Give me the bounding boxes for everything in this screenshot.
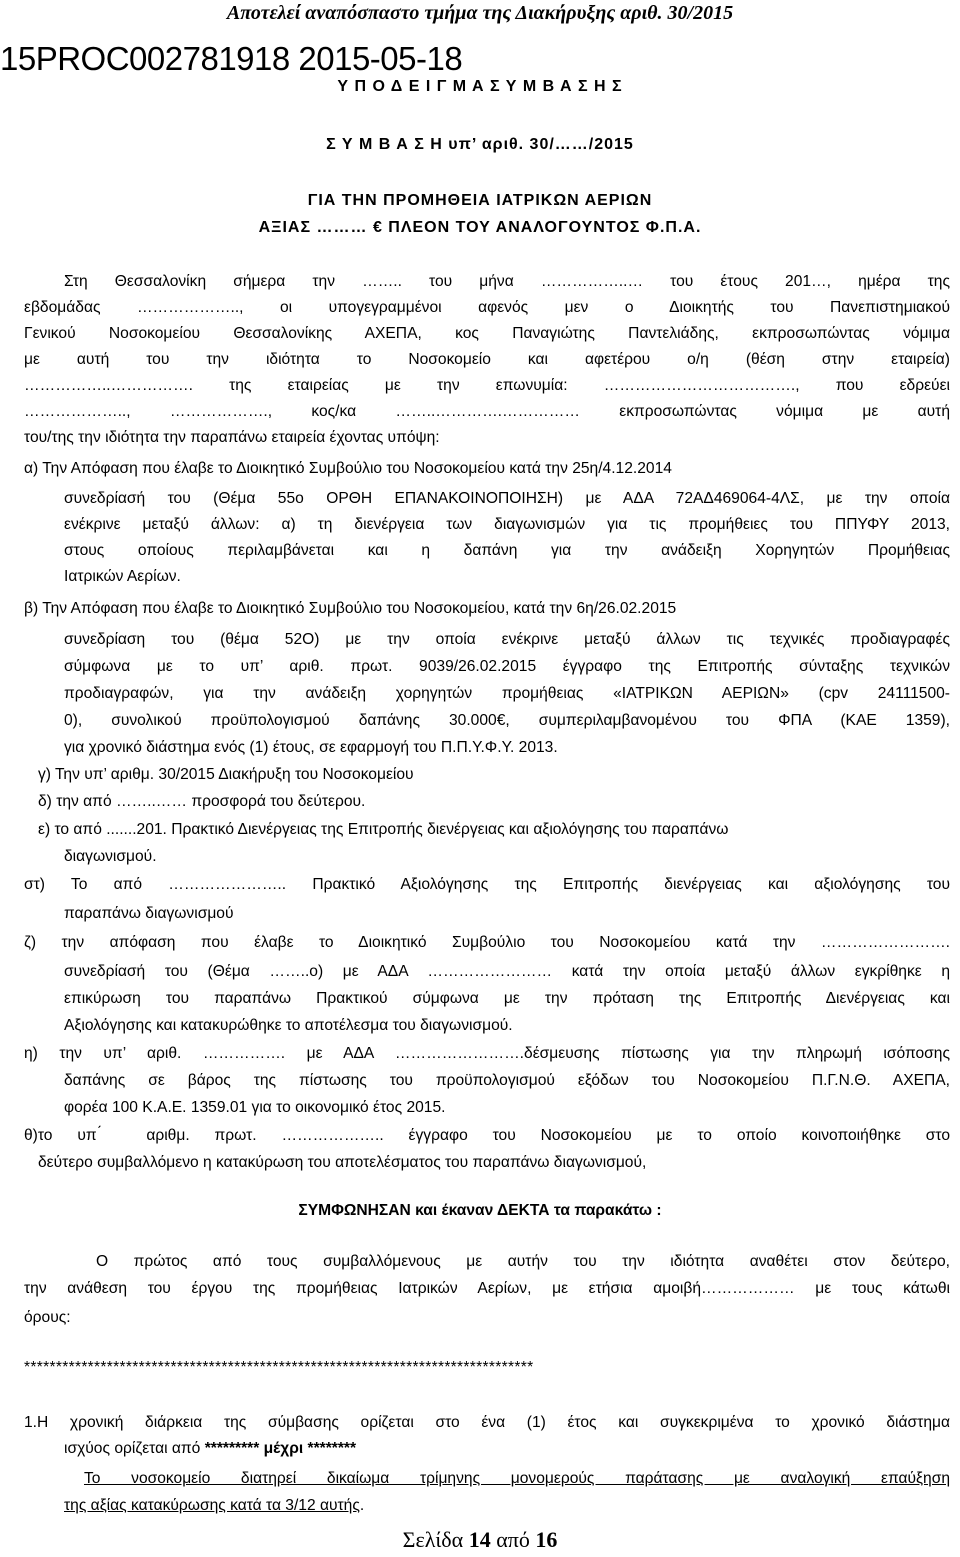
- intro-line: ……………….., ………………., κος/κα ……..………….…………… εκπροσωπώντας νόμιμα με αυτή: [24, 403, 950, 420]
- page-label: Σελίδα: [402, 1527, 469, 1552]
- item-line: Αξιολόγησης και κατακυρώθηκε το αποτέλεσμα του διαγωνισμού.: [64, 1017, 513, 1034]
- page-footer: [0, 1527, 960, 1553]
- assignment-line: Ο πρώτος από τους συμβαλλόμενους με αυτήν του την ιδιότητα αναθέτει στον δεύτερο,: [96, 1253, 950, 1270]
- page-number: 14: [468, 1527, 491, 1552]
- contract-subject: ΓΙΑ ΤΗΝ ΠΡΟΜΗΘΕΙΑ ΙΑΤΡΙΚΩΝ ΑΕΡΙΩΝ: [307, 192, 653, 209]
- item-line: ε) το από .......201. Πρακτικό Διενέργειας της Επιτροπής διενέργειας και αξιολόγησης του παραπάνω: [38, 821, 729, 838]
- item-line: 0), συνολικού προϋπολογισμού δαπάνης 30.000€, συμπεριλαμβανομένου του ΦΠΑ (ΚΑΕ 1359),: [64, 712, 950, 729]
- item-line: συνεδρίαση του (θέμα 52Ο) με την οποία ενέκρινε μεταξύ άλλων τις τεχνικές προδιαγραφές: [64, 631, 950, 648]
- item-line: συνεδρίασή του (Θέμα 55ο ΟΡΘΗ ΕΠΑΝΑΚΟΙΝΟΠΟΙΗΣΗ) με ΑΔΑ 72ΑΔ469064-4ΛΣ, με την οποία: [64, 490, 950, 507]
- intro-line: εβδομάδας ……………….., οι υπογεγραμμένοι αφενός μεν ο Διοικητής του Πανεπιστημιακού: [24, 299, 950, 316]
- item-line: προδιαγραφών, για την ανάδειξη χορηγητών προμήθειας «ΙΑΤΡΙΚΩΝ ΑΕΡΙΩΝ» (cpv 24111500-: [64, 685, 950, 702]
- term-line: 1.Η χρονική διάρκεια της σύμβασης ορίζεται στο ένα (1) έτος και συγκεκριμένα το χρονικό διάστημα: [24, 1414, 950, 1431]
- term-line: [64, 1437, 356, 1460]
- item-line: ενέκρινε μεταξύ άλλων: α) τη διενέργεια των διαγωνισμών για τις προμήθειες του ΠΠΥΦΥ 2013,: [64, 516, 950, 533]
- intro-line: του/της την ιδιότητα την παραπάνω εταιρεία έχοντας υπόψη:: [24, 429, 440, 446]
- contract-title: Σ Υ Μ Β Α Σ Η υπ’ αριθ. 30/……/2015: [326, 136, 634, 153]
- header-notice: Αποτελεί αναπόσπαστο τμήμα της Διακήρυξης αριθ. 30/2015: [226, 2, 734, 24]
- extension-note-text: της αξίας κατακύρωσης κατά τα 3/12 αυτής: [64, 1497, 360, 1514]
- item-line: παραπάνω διαγωνισμού: [64, 905, 234, 922]
- draft-heading: Υ Π Ο Δ Ε Ι Γ Μ Α Σ Υ Μ Β Α Σ Η Σ: [337, 78, 623, 95]
- item-line: δαπάνης σε βάρος της πίστωσης του προϋπολογισμού εξόδων του Νοσοκομείου Π.Γ.Ν.Θ. ΑΧΕΠΑ,: [64, 1072, 950, 1089]
- item-line: φορέα 100 Κ.Α.Ε. 1359.01 για το οικονομικό έτος 2015.: [64, 1099, 446, 1116]
- page-of: από: [490, 1527, 536, 1552]
- document-code: 15PROC002781918 2015-05-18: [0, 40, 463, 77]
- stars-separator: ********************************************************************************: [24, 1359, 534, 1376]
- item-line: β) Την Απόφαση που έλαβε το Διοικητικό Συμβούλιο του Νοσοκομείου, κατά την 6η/26.02.2015: [24, 600, 677, 617]
- intro-line: με αυτή του την ιδιότητα το Νοσοκομείο και αφετέρου ο/η (θέση στην εταιρεία): [24, 351, 950, 368]
- intro-line: ……………..……………. της εταιρείας με την επωνυμία: ………………………………., που εδρεύει: [24, 377, 950, 394]
- intro-line: Γενικού Νοσοκομείου Θεσσαλονίκης ΑΧΕΠΑ, κος Παναγιώτης Παντελιάδης, εκπροσωπώντας νόμιμα: [24, 325, 950, 342]
- term-dates: ********* μέχρι ********: [204, 1440, 357, 1457]
- item-d: δ) την από ……..…… προσφορά του δεύτερου.: [38, 793, 366, 810]
- item-line: επικύρωση του παραπάνω Πρακτικού σύμφωνα με την πρόταση της Επιτροπής Διενέργειας και: [64, 990, 950, 1007]
- extension-note: Το νοσοκομείο διατηρεί δικαίωμα τρίμηνης μονομερούς παράτασης με αναλογική επαύξηση: [84, 1470, 950, 1487]
- intro-line: Στη Θεσσαλονίκη σήμερα την …….. του μήνα ……………..… του έτους 201…, ημέρα της: [64, 273, 950, 290]
- item-line: θ)το υπ ́ αριθμ. πρωτ. ……………….. έγγραφο του Νοσοκομείου με το οποίο κοινοποιήθηκε στο: [24, 1127, 950, 1144]
- page-total: 16: [535, 1527, 558, 1552]
- agreed-heading: ΣΥΜΦΩΝΗΣΑΝ και έκαναν ΔΕΚΤΑ τα παρακάτω :: [298, 1202, 662, 1219]
- item-line: στους οποίους περιλαμβάνεται και η δαπάνη για την ανάδειξη Χορηγητών Προμήθειας: [64, 542, 950, 559]
- item-line: στ) Το από ………………….. Πρακτικό Αξιολόγησης της Επιτροπής διενέργειας και αξιολόγησης του: [24, 876, 950, 893]
- assignment-line: όρους:: [24, 1309, 71, 1326]
- period: .: [359, 1497, 365, 1514]
- item-line: α) Την Απόφαση που έλαβε το Διοικητικό Συμβούλιο του Νοσοκομείου κατά την 25η/4.12.2014: [24, 460, 672, 477]
- item-line: ζ) την απόφαση που έλαβε το Διοικητικό Συμβούλιο του Νοσοκομείου κατά την …………………….: [24, 934, 950, 951]
- item-line: διαγωνισμού.: [64, 848, 157, 865]
- assignment-line: την ανάθεση του έργου της προμήθειας Ιατρικών Αερίων, με ετήσια αμοιβή……………… με τους κάτωθι: [24, 1280, 950, 1297]
- item-line: συνεδρίασή του (Θέμα ……..ο) με ΑΔΑ …………………… κατά την οποία μεταξύ άλλων εγκρίθηκε η: [64, 963, 950, 980]
- item-line: Ιατρικών Αερίων.: [64, 568, 181, 585]
- item-line: δεύτερο συμβαλλόμενο η κατακύρωση του αποτελέσματος του παραπάνω διαγωνισμού,: [38, 1154, 647, 1171]
- contract-value: ΑΞΙΑΣ ……… € ΠΛΕΟΝ ΤΟΥ ΑΝΑΛΟΓΟΥΝΤΟΣ Φ.Π.Α.: [258, 219, 702, 236]
- item-line: για χρονικό διάστημα ενός (1) έτους, σε εφαρμογή του Π.Π.Υ.Φ.Υ. 2013.: [64, 739, 558, 756]
- extension-note-end: [64, 1494, 364, 1517]
- item-line: η) την υπ’ αριθ. ……………. με ΑΔΑ …………………….δέσμευσης πίστωσης για την πληρωμή ισόποσης: [24, 1045, 950, 1062]
- item-c: γ) Την υπ’ αριθμ. 30/2015 Διακήρυξη του Νοσοκομείου: [38, 766, 414, 783]
- term-text: ισχύος ορίζεται από: [64, 1440, 205, 1457]
- item-line: σύμφωνα με το υπ’ αριθ. πρωτ. 9039/26.02.2015 έγγραφο της Επιτροπής σύνταξης τεχνικών: [64, 658, 950, 675]
